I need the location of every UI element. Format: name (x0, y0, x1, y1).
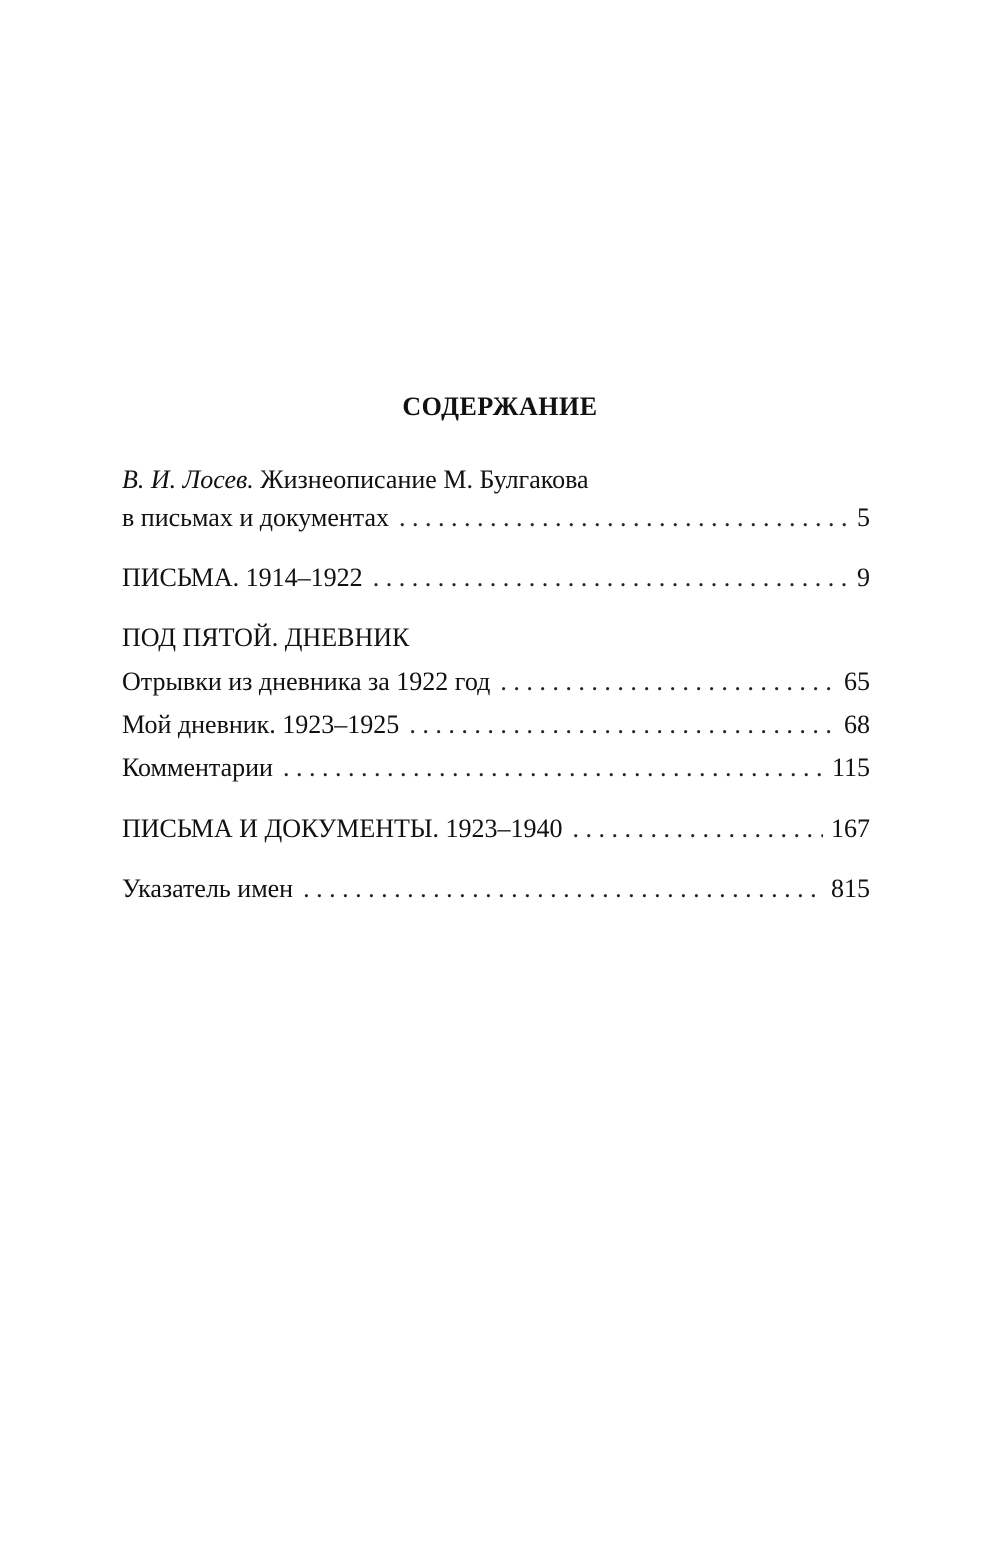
page-title: СОДЕРЖАНИЕ (402, 392, 598, 421)
toc-page-number: 68 (844, 710, 870, 739)
toc-entry-label: ПИСЬМА И ДОКУМЕНТЫ. 1923–1940 (122, 814, 563, 843)
toc-entry-losev-line1 (122, 464, 589, 496)
dot-leader (500, 666, 836, 698)
toc-entry-label: Указатель имен (122, 874, 294, 903)
dot-leader (399, 502, 849, 534)
dot-leader (409, 709, 836, 741)
toc-entry-label: Мой дневник. 1923–1925 (122, 710, 400, 739)
toc-entry-label: Жизнеописание М. Булгакова (253, 465, 589, 494)
dot-leader (573, 813, 823, 845)
toc-entry-label: Отрывки из дневника за 1922 год (122, 667, 491, 696)
toc-entry-author: В. И. Лосев. (122, 465, 254, 494)
toc-entry-commentary[interactable] (122, 752, 870, 784)
toc-page-number: 9 (857, 563, 870, 592)
toc-entry-name-index[interactable] (122, 873, 870, 905)
toc-page-number: 65 (844, 667, 870, 696)
dot-leader (303, 873, 823, 905)
toc-section-heading-diary: ПОД ПЯТОЙ. ДНЕВНИК (122, 623, 410, 652)
dot-leader (283, 752, 824, 784)
toc-page-number: 5 (857, 503, 870, 532)
toc-page-number: 167 (831, 814, 870, 843)
dot-leader (373, 562, 849, 594)
toc-entry-my-diary[interactable] (122, 709, 870, 741)
toc-page-number: 115 (831, 753, 870, 782)
toc-entry-diary-excerpts[interactable] (122, 666, 870, 698)
toc-page-number: 815 (831, 874, 870, 903)
toc-entry-losev-line2[interactable] (122, 502, 870, 534)
table-of-contents (122, 0, 870, 1565)
toc-entry-letters-documents[interactable] (122, 813, 870, 845)
toc-entry-letters-1914[interactable] (122, 562, 870, 594)
toc-entry-label: Комментарии (122, 753, 273, 782)
toc-entry-label: ПИСЬМА. 1914–1922 (122, 563, 363, 592)
toc-entry-label: в письмах и документах (122, 503, 390, 532)
